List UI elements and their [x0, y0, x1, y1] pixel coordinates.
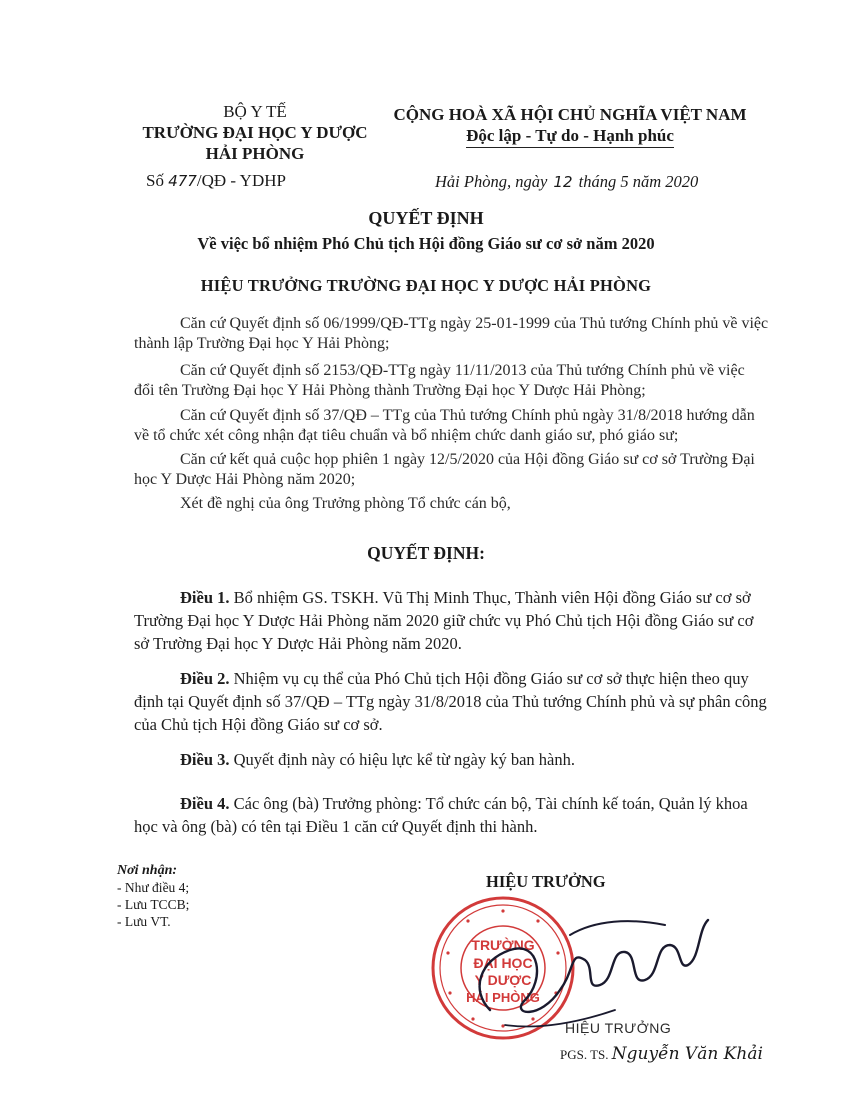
number-suffix: /QĐ - YDHP: [196, 171, 286, 190]
decision-heading: QUYẾT ĐỊNH:: [367, 543, 485, 563]
number-prefix: Số: [146, 171, 164, 190]
signer-title: HIỆU TRƯỞNG: [486, 872, 606, 891]
article-text: Bổ nhiệm GS. TSKH. Vũ Thị Minh Thục, Thành viên Hội đồng Giáo sư cơ sở Trường Đại học Y Dược Hải Phòng năm 2020 giữ chức vụ Phó Chủ tịch Hội đồng Giáo sư cơ sở Trường Đại học Y Dược Hải Phòng năm 2020.: [134, 588, 754, 653]
article-label: Điều 4.: [180, 794, 230, 813]
article-3: [134, 748, 769, 771]
handwritten-signature-icon: [450, 890, 720, 1040]
article-4: [134, 792, 769, 838]
document-title: QUYẾT ĐỊNH: [368, 208, 484, 228]
date-day: 12: [553, 173, 573, 191]
recipient-item: - Lưu TCCB;: [117, 897, 190, 912]
document-number: [120, 170, 390, 192]
article-label: Điều 3.: [180, 750, 230, 769]
document-subject: Về việc bổ nhiệm Phó Chủ tịch Hội đồng Giáo sư cơ sở năm 2020: [197, 234, 655, 253]
issuer-block: [120, 101, 390, 192]
seal-line-2: ĐẠI HỌC: [473, 955, 533, 971]
ground-paragraph: Căn cứ kết quả cuộc họp phiên 1 ngày 12/5/2020 của Hội đồng Giáo sư cơ sở Trường Đại học Y Dược Hải Phòng năm 2020;: [134, 451, 755, 488]
issuing-authority: HIỆU TRƯỞNG TRƯỜNG ĐẠI HỌC Y DƯỢC HẢI PHÒNG: [200, 276, 652, 295]
national-header: [385, 104, 755, 148]
signer-degree: PGS. TS.: [560, 1047, 609, 1062]
seal-line-1: TRƯỜNG: [471, 937, 535, 953]
article-label: Điều 1.: [180, 588, 230, 607]
ground-paragraph: Căn cứ Quyết định số 2153/QĐ-TTg ngày 11/11/2013 của Thủ tướng Chính phủ về việc đổi tên Trường Đại học Y Hải Phòng thành Trường Đại học Y Dược Hải Phòng;: [134, 362, 745, 399]
ground-paragraph: Xét đề nghị của ông Trưởng phòng Tổ chức cán bộ,: [180, 495, 511, 512]
school-name-line1: TRƯỜNG ĐẠI HỌC Y DƯỢC: [142, 123, 368, 142]
article-text: Các ông (bà) Trưởng phòng: Tổ chức cán bộ, Tài chính kế toán, Quản lý khoa học và ông (bà) có tên tại Điều 1 căn cứ Quyết định thi hành.: [134, 794, 748, 836]
national-motto: Độc lập - Tự do - Hạnh phúc: [466, 125, 674, 148]
article-text: Nhiệm vụ cụ thể của Phó Chủ tịch Hội đồng Giáo sư cơ sở thực hiện theo quy định tại Quyết định số 37/QĐ – TTg ngày 31/8/2018 của Thủ tướng Chính phủ và sự phân công của Chủ tịch Hội đồng Giáo sư cơ sở.: [134, 669, 767, 734]
ground-paragraph: Căn cứ Quyết định số 06/1999/QĐ-TTg ngày 25-01-1999 của Thủ tướng Chính phủ về việc thành lập Trường Đại học Y Hải Phòng;: [134, 315, 769, 352]
date-suffix: tháng 5 năm 2020: [578, 172, 699, 191]
ministry-name: BỘ Y TẾ: [223, 102, 287, 121]
recipients-heading: Nơi nhận:: [117, 863, 178, 878]
school-name-line2: HẢI PHÒNG: [205, 144, 305, 163]
date-line: [435, 172, 698, 192]
signer-name-stamp: [560, 1044, 763, 1064]
seal-line-4: HẢI PHÒNG: [466, 990, 540, 1005]
recipient-item: - Lưu VT.: [117, 914, 171, 929]
recipient-item: - Như điều 4;: [117, 880, 190, 895]
ground-paragraph: Căn cứ Quyết định số 37/QĐ – TTg của Thủ tướng Chính phủ ngày 31/8/2018 hướng dẫn về tổ chức xét công nhận đạt tiêu chuẩn và bổ nhiệm chức danh giáo sư, phó giáo sư;: [134, 407, 755, 444]
signer-name: Nguyễn Văn Khải: [611, 1044, 763, 1064]
article-text: Quyết định này có hiệu lực kể từ ngày ký ban hành.: [233, 750, 576, 769]
date-prefix: Hải Phòng, ngày: [435, 172, 548, 191]
number-handwritten: 477: [168, 172, 197, 190]
recipients-block: [117, 862, 189, 930]
republic-name: CỘNG HOÀ XÃ HỘI CHỦ NGHĨA VIỆT NAM: [393, 105, 747, 124]
article-1: [134, 586, 769, 655]
article-2: [134, 667, 769, 736]
article-label: Điều 2.: [180, 669, 230, 688]
seal-line-3: Y DƯỢC: [474, 972, 532, 988]
stamp-role: HIỆU TRƯỞNG: [565, 1020, 672, 1036]
